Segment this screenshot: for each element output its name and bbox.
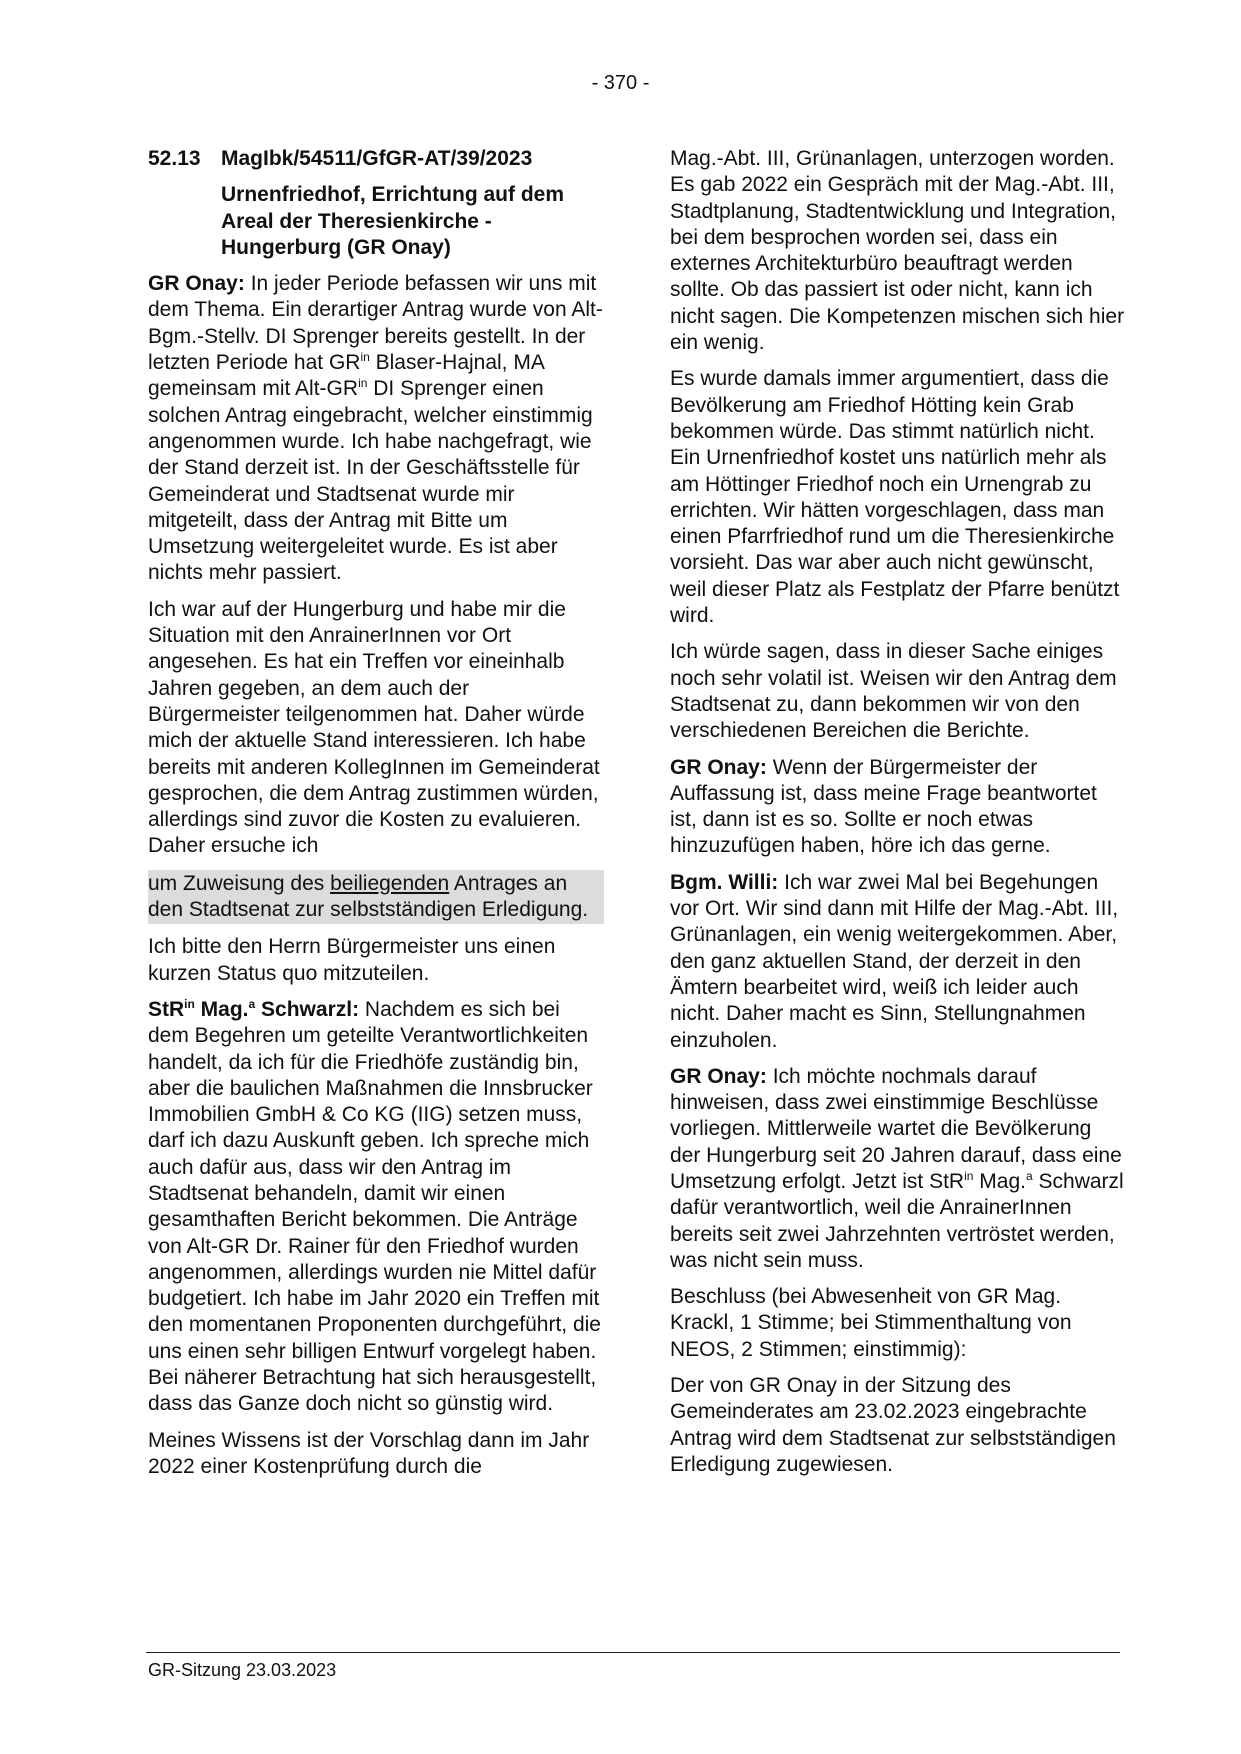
paragraph-text: In jeder Periode befassen wir uns mit dem Thema. Ein derartiger Antrag wurde von Alt-Bgm.-Stellv. DI Sprenger bereits gestellt. In der letzten Periode hat GR xyxy=(148,272,603,375)
motion-text xyxy=(148,871,604,924)
paragraph xyxy=(148,271,604,587)
paragraph: Ich würde sagen, dass in dieser Sache einiges noch sehr volatil ist. Weisen wir den Antrag dem Stadtsenat zu, dann bekommen wir von den verschiedenen Bereichen die Berichte. xyxy=(670,640,1117,743)
paragraph-text: Schwarzl dafür verantwortlich, weil die AnrainerInnen bereits seit zwei Jahrzehnten vertröstet werden, was nicht sein muss. xyxy=(670,1169,1124,1272)
paragraph-text: Nachdem es sich bei dem Begehren um geteilte Verantwortlichkeiten handelt, da ich für die Friedhöfe zuständig bin, aber die baulichen Maßnahmen die Innsbrucker Immobilien GmbH & Co KG (IIG) setzen muss, darf ich dazu Auskunft geben. Ich spreche mich auch dafür aus, dass wir den Antrag im Stadtsenat behandeln, damit wir einen gesamthaften Bericht bekommen. Die Anträge von Alt-GR Dr. Rainer für den Friedhof wurden angenommen, allerdings wurden nie Mittel dafür budgetiert. Ich habe im Jahr 2020 ein Treffen mit den momentanen Proponenten durchgeführt, die uns einen sehr billigen Entwurf vorgelegt haben. Bei näherer Betrachtung hat sich herausgestellt, dass das Ganze doch nicht so günstig wird. xyxy=(148,997,601,1416)
paragraph-text: DI Sprenger einen solchen Antrag eingebracht, welcher einstimmig angenommen wurde. Ich habe nachgefragt, wie der Stand derzeit ist. In der Geschäftsstelle für Gemeinderat und Stadtsenat wurde mir mitgeteilt, dass der Antrag mit Bitte um Umsetzung weitergeleitet wurde. Es ist aber nichts mehr passiert. xyxy=(148,377,593,585)
agenda-reference: MagIbk/54511/GfGR-AT/39/2023 xyxy=(221,147,533,170)
speaker-part: Mag. xyxy=(194,997,249,1021)
footer-text: GR-Sitzung 23.03.2023 xyxy=(148,1660,337,1680)
underlined-text: beiliegenden xyxy=(330,871,450,895)
superscript: in xyxy=(964,1168,974,1183)
speaker-name: GR Onay: xyxy=(148,272,245,296)
agenda-title: Urnenfriedhof, Errichtung auf dem Areal der Theresienkirche - Hungerburg (GR Onay) xyxy=(221,183,565,259)
agenda-number: 52.13 xyxy=(148,147,201,170)
superscript: a xyxy=(248,996,256,1011)
paragraph-text: um Zuweisung des xyxy=(148,871,331,895)
resolution-heading: Beschluss (bei Abwesenheit von GR Mag. Krackl, 1 Stimme; bei Stimmenthaltung von NEOS, 2 Stimmen; einstimmig): xyxy=(670,1285,1072,1361)
speaker-part: StR xyxy=(148,997,185,1021)
superscript: in xyxy=(360,350,370,365)
paragraph: Ich war auf der Hungerburg und habe mir die Situation mit den AnrainerInnen vor Ort angesehen. Es hat ein Treffen vor eineinhalb Jahren gegeben, an dem auch der Bürgermeister teilgenommen hat. Daher würde mich der aktuelle Stand interessieren. Ich habe bereits mit anderen KollegInnen im Gemeinderat gesprochen, die dem Antrag zustimmen würden, allerdings sind zuvor die Kosten zu evaluieren. Daher ersuche ich xyxy=(148,597,600,858)
superscript: a xyxy=(1025,1168,1033,1183)
footer-divider xyxy=(146,1652,1120,1653)
agenda-heading xyxy=(148,146,604,172)
paragraph: Ich bitte den Herrn Bürgermeister uns einen kurzen Status quo mitzuteilen. xyxy=(148,935,556,985)
paragraph xyxy=(670,870,1126,1054)
paragraph xyxy=(670,755,1126,860)
speaker-name: Bgm. Willi: xyxy=(670,870,779,894)
paragraph-text: Wenn der Bürgermeister der Auffassung ist, dass meine Frage beantwortet ist, dann ist es so. Sollte er noch etwas hinzuzufügen haben, höre ich das gerne. xyxy=(670,755,1097,858)
paragraph: Es wurde damals immer argumentiert, dass die Bevölkerung am Friedhof Hötting kein Grab bekommen würde. Das stimmt natürlich nicht. Ein Urnenfriedhof kostet uns natürlich mehr als am Höttinger Friedhof noch ein Urnengrab zu errichten. Wir hätten vorgeschlagen, dass man einen Pfarrfriedhof rund um die Theresienkirche vorsieht. Das war aber auch nicht gewünscht, weil dieser Platz als Festplatz der Pfarre benützt wird. xyxy=(670,367,1120,628)
right-column xyxy=(670,146,1126,1488)
paragraph-text: Blaser-Hajnal, MA gemeinsam mit Alt-GR xyxy=(148,351,544,401)
superscript: in xyxy=(184,996,195,1011)
left-column xyxy=(148,146,604,1490)
paragraph xyxy=(670,1064,1126,1274)
paragraph-text: Ich möchte nochmals darauf hinweisen, dass zwei einstimmige Beschlüsse vorliegen. Mittlerweile wartet die Bevölkerung der Hungerburg seit 20 Jahren darauf, dass eine Umsetzung erfolgt. Jetzt ist StR xyxy=(670,1064,1122,1193)
paragraph: Mag.-Abt. III, Grünanlagen, unterzogen worden. Es gab 2022 ein Gespräch mit der Mag.-Abt. III, Stadtplanung, Stadtentwicklung und Integration, bei dem besprochen worden sei, dass ein externes Architekturbüro beauftragt werden sollte. Ob das passiert ist oder nicht, kann ich nicht sagen. Die Kompetenzen mischen sich hier ein wenig. xyxy=(670,147,1125,355)
resolution-text: Der von GR Onay in der Sitzung des Gemeinderates am 23.02.2023 eingebrachte Antrag wird dem Stadtsenat zur selbstständigen Erledigung zugewiesen. xyxy=(670,1374,1116,1476)
speaker-name: GR Onay: xyxy=(670,755,767,779)
paragraph: Meines Wissens ist der Vorschlag dann im Jahr 2022 einer Kostenprüfung durch die xyxy=(148,1428,590,1478)
speaker-name: GR Onay: xyxy=(670,1064,767,1088)
speaker-name xyxy=(148,998,359,1021)
motion-highlight xyxy=(148,870,604,925)
superscript: in xyxy=(358,376,368,391)
speaker-part: Schwarzl: xyxy=(255,997,360,1021)
page-number: - 370 - xyxy=(591,72,650,94)
paragraph-text: Mag. xyxy=(973,1169,1026,1193)
paragraph-text: Ich war zwei Mal bei Begehungen vor Ort. Wir sind dann mit Hilfe der Mag.-Abt. III, Grünanlagen, ein wenig weitergekommen. Aber, den ganz aktuellen Stand, der derzeit in den Ämtern bearbeitet wird, weiß ich leider auch nicht. Daher macht es Sinn, Stellungnahmen einzuholen. xyxy=(670,870,1119,1052)
paragraph xyxy=(148,997,604,1418)
paragraph-text: Antrages an den Stadtsenat zur selbstständigen Erledigung. xyxy=(148,871,589,922)
